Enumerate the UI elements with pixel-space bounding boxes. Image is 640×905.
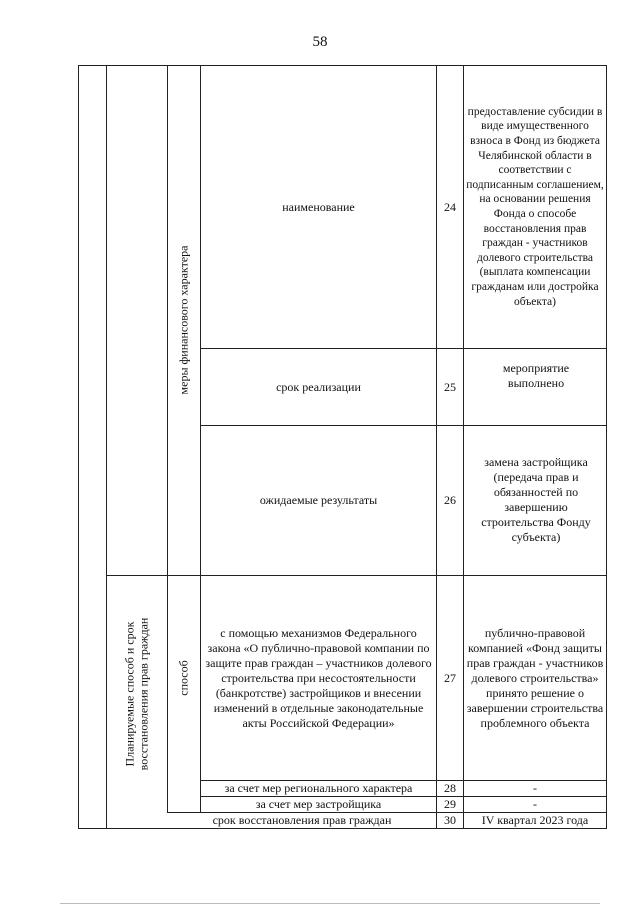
financial-measures-label-cell: [167, 65, 200, 575]
row-label: за счет мер застройщика: [255, 797, 382, 811]
row-number: 25: [444, 379, 456, 394]
method-label: способ: [176, 659, 191, 696]
column-divider: [463, 65, 464, 829]
row-value: мероприятие выполнено: [502, 361, 570, 390]
row-label: срок восстановления прав граждан: [212, 813, 392, 827]
table-border-left: [78, 65, 79, 829]
row-label: срок реализации: [276, 379, 361, 394]
row-label: ожидаемые результаты: [259, 493, 378, 507]
outer-section-label: Планируемые способ и срок восстановления прав граждан: [122, 617, 151, 770]
page-number: 58: [312, 34, 328, 50]
row-number: 28: [444, 781, 456, 795]
outer-section-label-cell: [106, 575, 167, 812]
row-label: с помощью механизмов Федерального закона «О публично-правовой компании по защите прав граждан – участников долевого строительства при несостоятельности (банкротстве) застройщиков и внесении изменений в отдельные законодательные акты Российской Федерации»: [205, 625, 432, 730]
row-number: 26: [444, 493, 456, 507]
financial-measures-label: меры финансового характера: [176, 245, 191, 395]
row-value: замена застройщика (передача прав и обязанностей по завершению строительства Фонду субъекта): [481, 455, 591, 544]
table-border-right: [606, 65, 607, 829]
row-number: 27: [444, 670, 456, 685]
table-border-bottom: [78, 828, 607, 829]
row-value: IV квартал 2023 года: [481, 813, 589, 827]
row-value: -: [533, 781, 537, 795]
row-value: публично-правовой компанией «Фонд защиты прав граждан - участников долевого строительства» принято решение о завершении строительства проблемного объекта: [466, 625, 604, 730]
row-number: 24: [444, 199, 456, 214]
method-label-cell: [167, 575, 200, 780]
row-label: наименование: [282, 199, 355, 214]
row-label: за счет мер регионального характера: [224, 781, 413, 795]
row-number: 30: [444, 813, 456, 827]
page-bottom-rule: [60, 903, 600, 904]
row-value: -: [533, 797, 537, 811]
row-number: 29: [444, 797, 456, 811]
row-value: предоставление субсидии в виде имущественного взноса в Фонд из бюджета Челябинской области в соответствии с подписанным соглашением, на основании решения Фонда о способе восстановления прав граждан - участников долевого строительства (выплата компенсации гражданам или достройка объекта): [466, 105, 604, 308]
